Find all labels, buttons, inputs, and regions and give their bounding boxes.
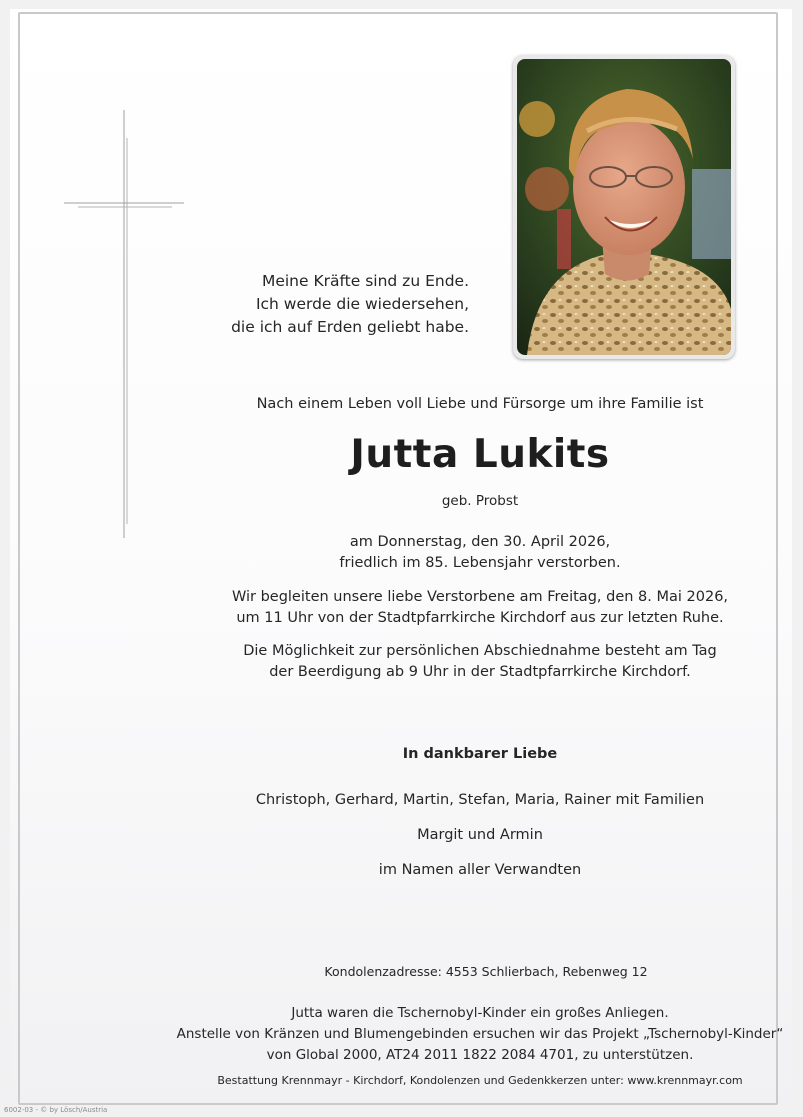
verse-line: Ich werde die wiedersehen,	[255, 295, 469, 313]
verse-line: Meine Kräfte sind zu Ende.	[261, 272, 469, 290]
donation-note	[177, 1003, 784, 1066]
thanks-heading: In dankbarer Liebe	[402, 746, 558, 762]
printer-imprint: 6002-03 - © by Lösch/Austria	[4, 1106, 108, 1114]
mourners-line: im Namen aller Verwandten	[378, 862, 582, 878]
death-line: friedlich im 85. Lebensjahr verstorben.	[339, 555, 621, 571]
verse	[209, 270, 469, 339]
portrait-frame	[513, 55, 735, 359]
funeral-notice	[232, 587, 728, 629]
death-notice	[339, 532, 620, 574]
verse-line: die ich auf Erden geliebt habe.	[231, 318, 469, 336]
death-line: am Donnerstag, den 30. April 2026,	[349, 534, 611, 550]
farewell-notice	[243, 641, 717, 683]
portrait-photo	[517, 59, 731, 355]
funeral-home-footer: Bestattung Krennmayr - Kirchdorf, Kondolenzen und Gedenkkerzen unter: www.krennmayr.com	[217, 1074, 743, 1087]
maiden-name: geb. Probst	[441, 493, 519, 509]
deceased-name: Jutta Lukits	[350, 432, 610, 477]
donation-line: von Global 2000, AT24 2011 1822 2084 4701, zu unterstützen.	[266, 1047, 694, 1063]
mourners-line: Christoph, Gerhard, Martin, Stefan, Maria, Rainer mit Familien	[255, 792, 705, 808]
donation-line: Jutta waren die Tschernobyl-Kinder ein großes Anliegen.	[291, 1005, 669, 1021]
funeral-line: um 11 Uhr von der Stadtpfarrkirche Kirchdorf aus zur letzten Ruhe.	[236, 610, 724, 626]
cross-icon	[60, 108, 190, 540]
mourners-line: Margit und Armin	[417, 827, 543, 843]
funeral-line: Wir begleiten unsere liebe Verstorbene am Freitag, den 8. Mai 2026,	[231, 589, 729, 605]
farewell-line: der Beerdigung ab 9 Uhr in der Stadtpfarrkirche Kirchdorf.	[269, 664, 691, 680]
intro-text: Nach einem Leben voll Liebe und Fürsorge um ihre Familie ist	[256, 396, 704, 412]
condolence-address: Kondolenzadresse: 4553 Schlierbach, Rebenweg 12	[324, 964, 648, 979]
farewell-line: Die Möglichkeit zur persönlichen Abschiednahme besteht am Tag	[243, 643, 717, 659]
donation-line: Anstelle von Kränzen und Blumengebinden ersuchen wir das Projekt „Tschernobyl-Kinder“	[176, 1026, 784, 1042]
